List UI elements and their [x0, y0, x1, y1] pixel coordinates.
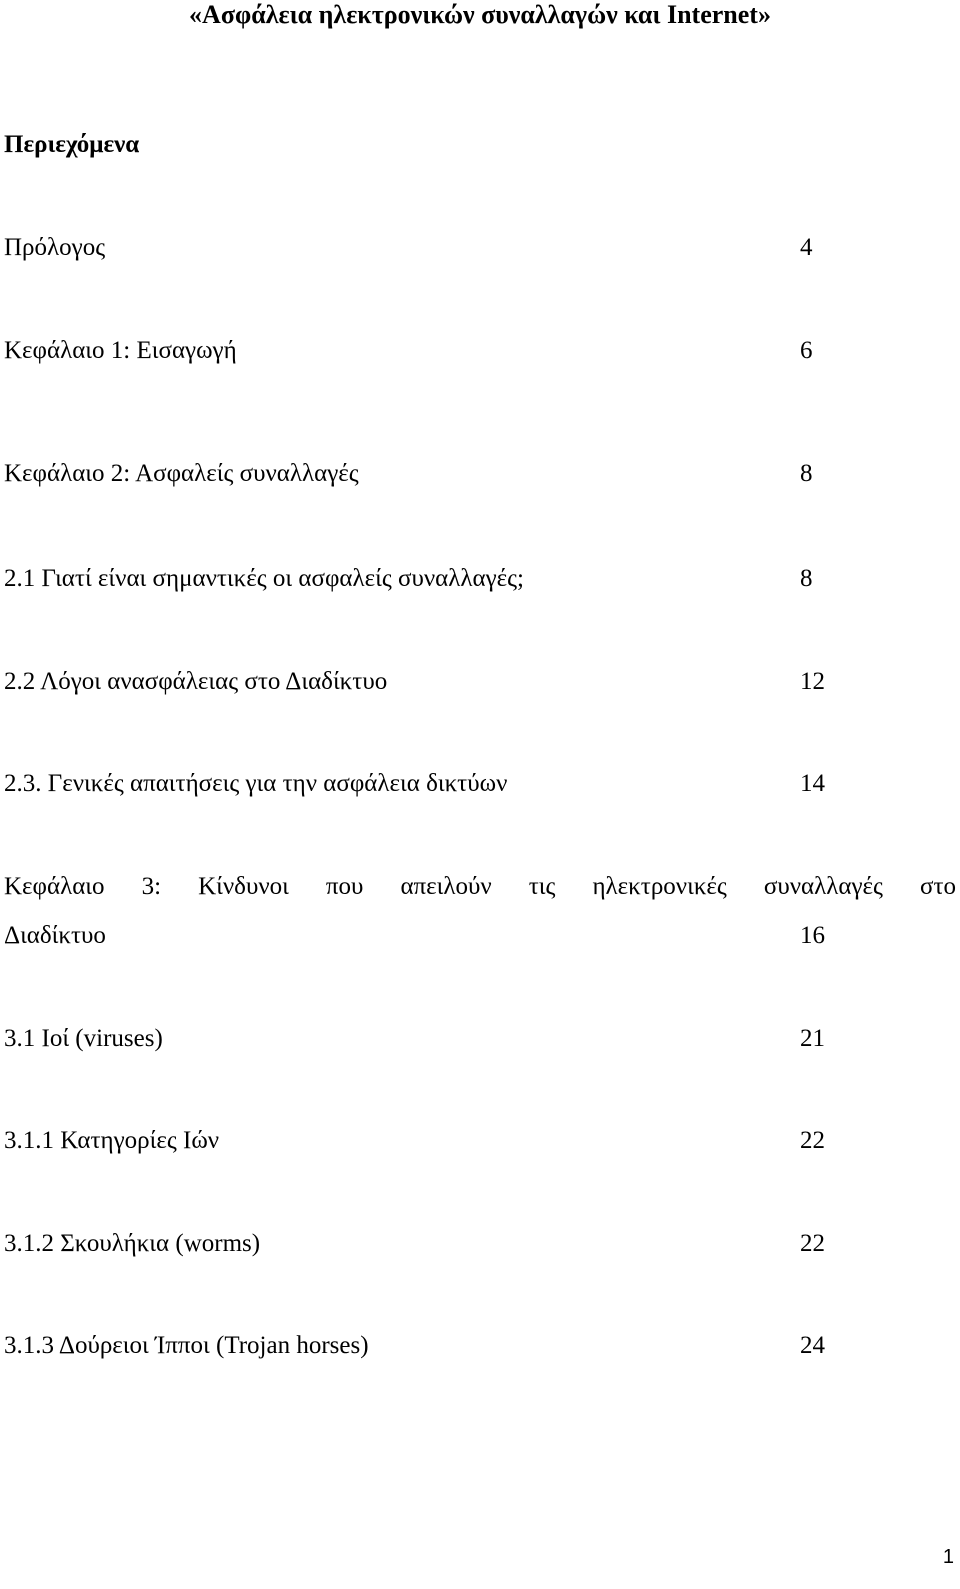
toc-entry-page: 4: [800, 234, 813, 261]
toc-entry-label[interactable]: 2.1 Γιατί είναι σημαντικές οι ασφαλείς συναλλαγές;: [4, 565, 524, 592]
page-number: 1: [942, 1546, 954, 1568]
toc-entry-label[interactable]: Κεφάλαιο 3: Κίνδυνοι που απειλούν τις ηλεκτρονικές συναλλαγές στο: [4, 873, 956, 900]
toc-heading: Περιεχόμενα: [4, 131, 140, 158]
toc-entry-page: 24: [800, 1332, 825, 1359]
toc-entry-label[interactable]: Κεφάλαιο 2: Ασφαλείς συναλλαγές: [4, 460, 359, 487]
document-title: «Ασφάλεια ηλεκτρονικών συναλλαγών και Internet»: [189, 0, 771, 29]
toc-entry-page: 22: [800, 1127, 825, 1154]
toc-entry-label[interactable]: 3.1.3 Δούρειοι Ίπποι (Trojan horses): [4, 1332, 369, 1359]
toc-entry-label[interactable]: 3.1.2 Σκουλήκια (worms): [4, 1230, 261, 1257]
toc-entry-label[interactable]: Πρόλογος: [4, 234, 106, 261]
toc-entry-label[interactable]: 2.3. Γενικές απαιτήσεις για την ασφάλεια δικτύων: [4, 770, 508, 797]
toc-entry-label[interactable]: 3.1 Ιοί (viruses): [4, 1025, 163, 1052]
toc-entry-page: 8: [800, 460, 813, 487]
toc-entry-label[interactable]: 3.1.1 Κατηγορίες Ιών: [4, 1127, 220, 1154]
toc-entry-page: 6: [800, 337, 813, 364]
toc-entry-page: 12: [800, 668, 825, 695]
toc-entry-label[interactable]: 2.2 Λόγοι ανασφάλειας στο Διαδίκτυο: [4, 668, 388, 695]
toc-entry-page: 21: [800, 1025, 825, 1052]
toc-entry-page: 14: [800, 770, 825, 797]
toc-entry-label-continued[interactable]: Διαδίκτυο: [4, 922, 106, 949]
toc-entry-page: 16: [800, 922, 825, 949]
toc-entry-label[interactable]: Κεφάλαιο 1: Εισαγωγή: [4, 337, 237, 364]
toc-entry-page: 22: [800, 1230, 825, 1257]
toc-entry-page: 8: [800, 565, 813, 592]
